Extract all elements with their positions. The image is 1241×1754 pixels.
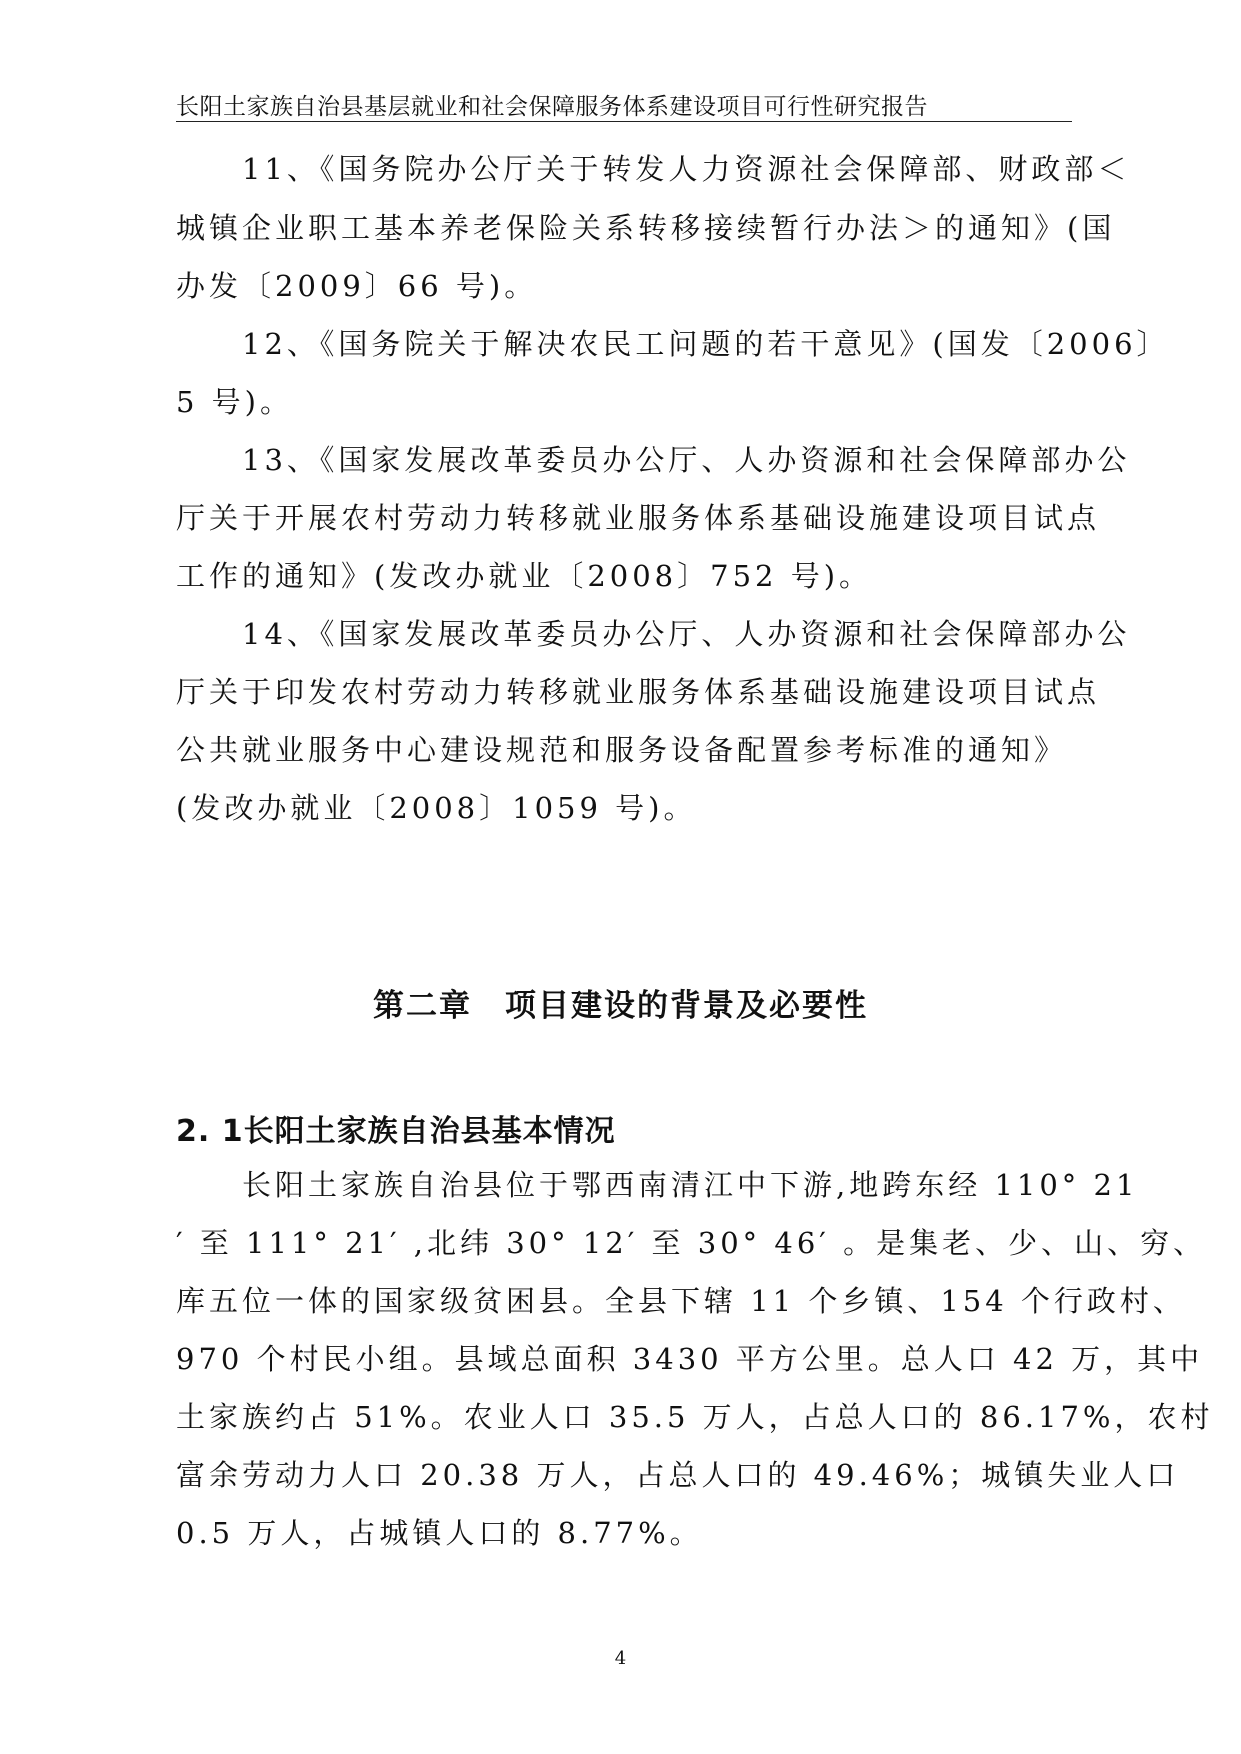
- body-line: 土家族约占 51%。农业人口 35.5 万人，占总人口的 86.17%，农村: [176, 1400, 1214, 1434]
- body-line: 工作的通知》(发改办就业〔2008〕752 号)。: [176, 559, 873, 593]
- body-line: 970 个村民小组。县域总面积 3430 平方公里。总人口 42 万，其中: [176, 1342, 1204, 1376]
- body-line: 富余劳动力人口 20.38 万人，占总人口的 49.46%；城镇失业人口: [176, 1458, 1180, 1492]
- body-line: 长阳土家族自治县位于鄂西南清江中下游,地跨东经 110° 21: [176, 1168, 1139, 1202]
- running-header: 长阳土家族自治县基层就业和社会保障服务体系建设项目可行性研究报告: [176, 94, 928, 120]
- body-line: 11、《国务院办公厅关于转发人力资源社会保障部、财政部＜: [176, 152, 1131, 186]
- body-line: 5 号)。: [176, 385, 293, 419]
- section-heading: 2. 1长阳土家族自治县基本情况: [176, 1114, 616, 1149]
- body-line: 办发〔2009〕66 号)。: [176, 269, 538, 303]
- body-line: 厅关于开展农村劳动力转移就业服务体系基础设施建设项目试点: [176, 501, 1101, 535]
- body-line: (发改办就业〔2008〕1059 号)。: [176, 791, 697, 825]
- page-number: 4: [614, 1648, 627, 1669]
- body-line: 公共就业服务中心建设规范和服务设备配置参考标准的通知》: [176, 733, 1068, 767]
- body-line: 13、《国家发展改革委员办公厅、人办资源和社会保障部办公: [176, 443, 1131, 477]
- body-line: 库五位一体的国家级贫困县。全县下辖 11 个乡镇、154 个行政村、: [176, 1284, 1186, 1318]
- body-line: 12、《国务院关于解决农民工问题的若干意见》(国发〔2006〕: [176, 327, 1170, 361]
- body-line: 城镇企业职工基本养老保险关系转移接续暂行办法＞的通知》(国: [176, 211, 1116, 245]
- body-line: 14、《国家发展改革委员办公厅、人办资源和社会保障部办公: [176, 617, 1131, 651]
- body-line: ′ 至 111° 21′ ,北纬 30° 12′ 至 30° 46′ 。是集老、少、山、穷、: [176, 1226, 1207, 1260]
- body-line: 0.5 万人，占城镇人口的 8.77%。: [176, 1516, 703, 1550]
- chapter-title: 第二章 项目建设的背景及必要性: [373, 988, 868, 1024]
- header-divider: [176, 121, 1072, 122]
- body-line: 厅关于印发农村劳动力转移就业服务体系基础设施建设项目试点: [176, 675, 1101, 709]
